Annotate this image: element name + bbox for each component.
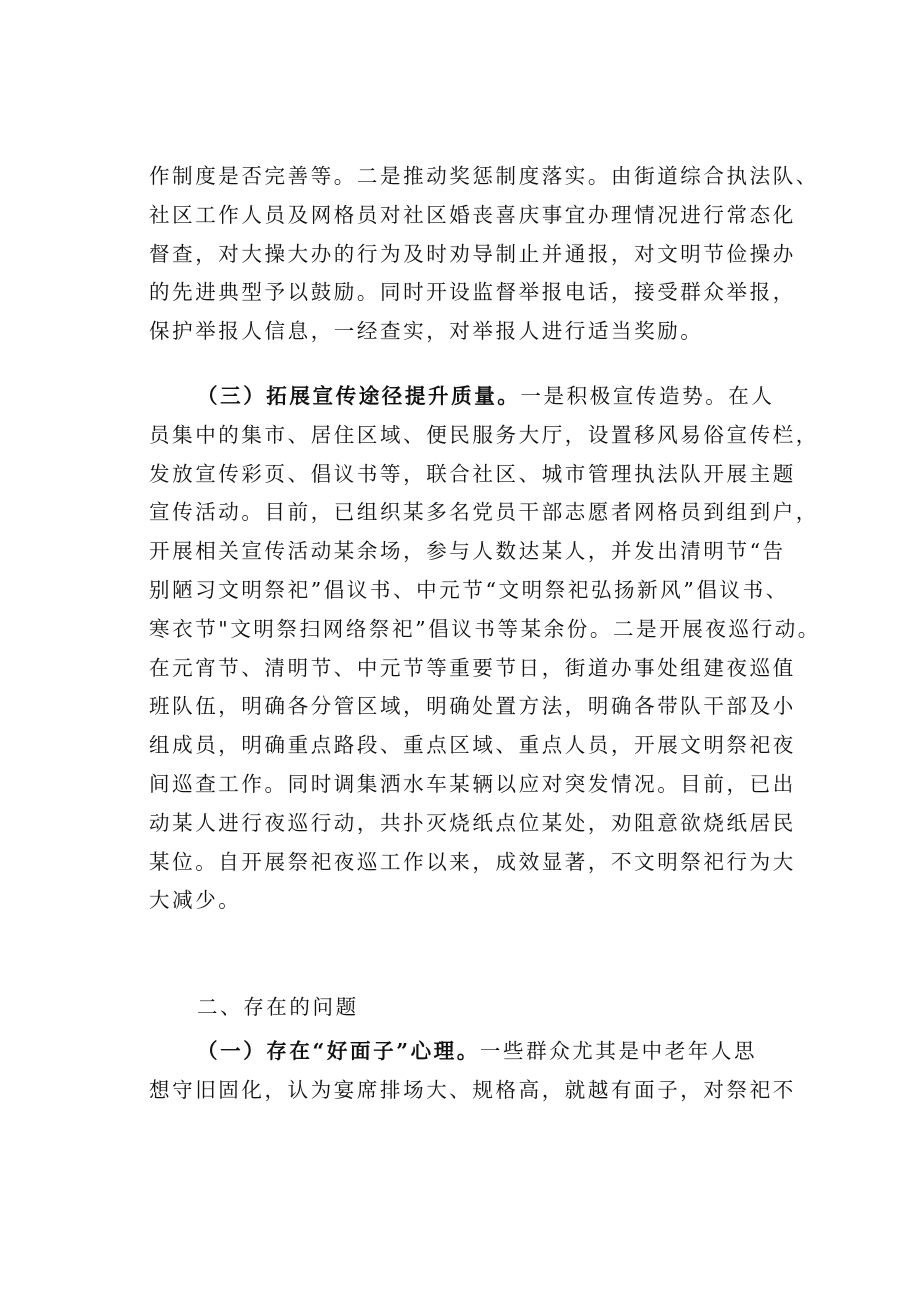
paragraph-1-line-5: 保护举报人信息，一经查实，对举报人进行适当奖励。 (149, 319, 704, 344)
paragraph-2-line: 某位。自开展祭祀夜巡工作以来，成效显著，不文明祭祀行为大 (149, 849, 796, 874)
paragraph-2-line: 开展相关宣传活动某余场，参与人数达某人，并发出清明节“告 (149, 539, 786, 564)
paragraph-2-line: 动某人进行夜巡行动，共扑灭烧纸点位某处，劝阻意欲烧纸居民 (149, 810, 796, 835)
paragraph-3-first-text: 一些群众尤其是中老年人思 (479, 1039, 758, 1063)
paragraph-1-line-3: 督查，对大操大办的行为及时劝导制止并通报，对文明节俭操办 (149, 241, 796, 266)
paragraph-2-first-line (149, 377, 809, 416)
paragraph-2-line: 在元宵节、清明节、中元节等重要节日，街道办事处组建夜巡值 (149, 655, 796, 680)
paragraph-2-line: 间巡查工作。同时调集洒水车某辆以应对突发情况。目前，已出 (149, 771, 796, 796)
paragraph-2-line: 员集中的集市、居住区域、便民服务大厅，设置移风易俗宣传栏， (149, 422, 819, 447)
paragraph-2 (149, 377, 821, 920)
paragraph-2-line: 宣传活动。目前，已组织某多名党员干部志愿者网格员到组到户， (149, 500, 819, 525)
paragraph-2-line: 别陋习文明祭祀”倡议书、中元节“文明祭祀弘扬新风”倡议书、 (149, 577, 789, 602)
paragraph-1-line-1: 作制度是否完善等。二是推动奖惩制度落实。由街道综合执法队、 (149, 164, 819, 188)
paragraph-2-line: 发放宣传彩页、倡议书等，联合社区、城市管理执法队开展主题 (149, 461, 796, 486)
subheading-3: （三）拓展宣传途径提升质量。 (197, 384, 521, 408)
subheading-1: （一）存在“好面子”心理。 (197, 1039, 480, 1063)
paragraph-3-first-line (149, 1032, 809, 1071)
paragraph-2-line: 组成员，明确重点路段、重点区域、重点人员，开展文明祭祀夜 (149, 733, 796, 758)
paragraph-3-line: 想守旧固化，认为宴席排场大、规格高，就越有面子，对祭祀不 (149, 1077, 796, 1102)
paragraph-3 (149, 1032, 809, 1110)
paragraph-2-line: 班队伍，明确各分管区域，明确处置方法，明确各带队干部及小 (149, 694, 796, 719)
paragraph-1-line-2: 社区工作人员及网格员对社区婚丧喜庆事宜办理情况进行常态化 (149, 202, 796, 227)
section-heading-block (149, 988, 809, 1027)
paragraph-2-line: 寒衣节"文明祭扫网络祭祀”倡议书等某余份。二是开展夜巡行动。 (149, 616, 821, 641)
paragraph-2-first-text: 一是积极宣传造势。在人 (520, 384, 775, 408)
section-heading: 二、存在的问题 (197, 995, 359, 1019)
paragraph-1 (149, 157, 819, 351)
paragraph-2-line: 大减少。 (149, 888, 242, 913)
paragraph-1-line-4: 的先进典型予以鼓励。同时开设监督举报电话，接受群众举报， (149, 280, 796, 305)
